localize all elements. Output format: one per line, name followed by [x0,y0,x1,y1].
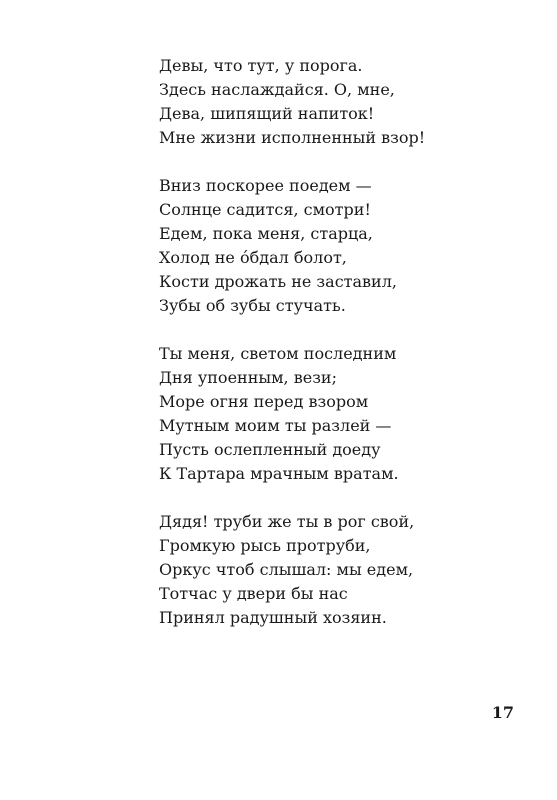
stanza-2 [159,174,519,318]
page-number: 17 [491,703,514,722]
poem-line: Дядя! труби же ты в рог свой, [159,512,415,531]
poem-line: Ты меня, светом последним [159,344,397,363]
poem-line: Громкую рысь протруби, [159,536,371,555]
poem-line: Девы, что тут, у порога. [159,56,363,75]
poem-line: К Тартара мрачным вратам. [159,464,399,483]
poem-line: Холод не о́бдал болот, [159,248,347,267]
poem-text [159,54,519,654]
stanza-1 [159,54,519,150]
poem-line: Дня упоенным, вези; [159,368,337,387]
poem-line: Зубы об зубы стучать. [159,296,346,315]
poem-line: Кости дрожать не заставил, [159,272,397,291]
poem-line: Едем, пока меня, старца, [159,224,373,243]
poem-line: Море огня перед взором [159,392,369,411]
poem-line: Тотчас у двери бы нас [159,584,348,603]
poem-line: Солнце садится, смотри! [159,200,371,219]
poem-line: Мне жизни исполненный взор! [159,128,426,147]
stanza-4 [159,510,519,630]
poem-line: Оркус чтоб слышал: мы едем, [159,560,414,579]
poem-line: Мутным моим ты разлей — [159,416,392,435]
poem-line: Вниз поскорее поедем — [159,176,372,195]
poem-line: Здесь наслаждайся. О, мне, [159,80,395,99]
poem-line: Пусть ослепленный доеду [159,440,381,459]
poem-line: Дева, шипящий напиток! [159,104,375,123]
poem-line: Принял радушный хозяин. [159,608,387,627]
stanza-3 [159,342,519,486]
